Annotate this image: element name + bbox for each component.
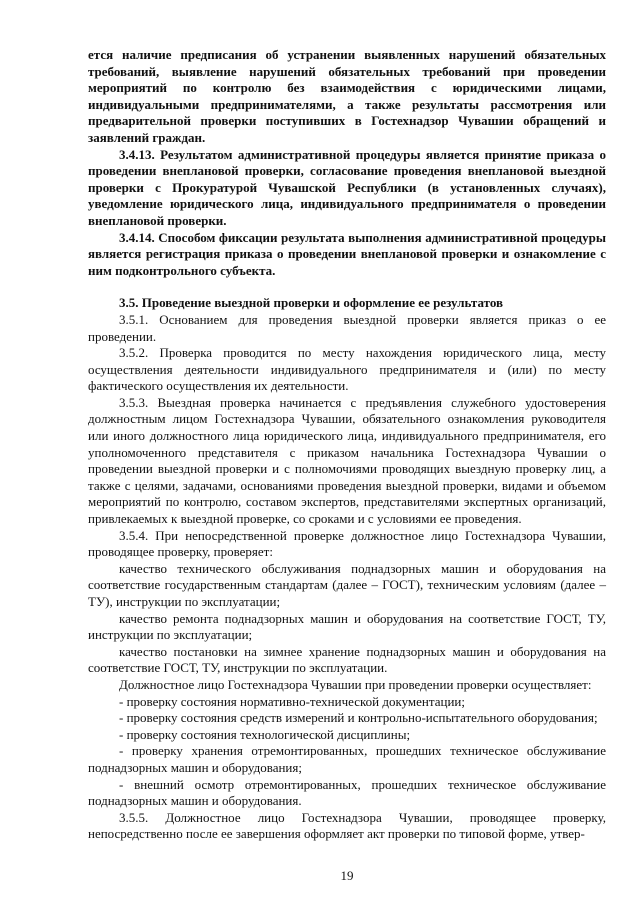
list-item-storage-check: - проверку хранения отремонтированных, прошедших техническое обслуживание поднадзорных машин и оборудования; [88, 743, 606, 775]
paragraph-3-5-2: 3.5.2. Проверка проводится по месту нахождения юридического лица, месту осуществления деятельности индивидуального предпринимателя и (или) по месту фактического осуществления их деятельности. [88, 345, 606, 394]
paragraph-winter-storage: качество постановки на зимнее хранение поднадзорных машин и оборудования на соответствие ГОСТ, ТУ, инструкции по эксплуатации. [88, 643, 606, 676]
list-item-measuring-tools: - проверку состояния средств измерений и контрольно-испытательного оборудования; [119, 710, 598, 726]
list-item-documentation: - проверку состояния нормативно-технической документации; [119, 693, 465, 709]
section-heading-3-5: 3.5. Проведение выездной проверки и оформление ее результатов [119, 295, 504, 311]
paragraph-3-5-1: 3.5.1. Основанием для проведения выездной проверки является приказ о ее проведении. [88, 311, 606, 344]
paragraph-3-5-4: 3.5.4. При непосредственной проверке должностное лицо Гостехнадзора Чувашии, проводящее проверку, проверяет: [88, 527, 606, 560]
list-item-external-inspection: - внешний осмотр отремонтированных, прошедших техническое обслуживание поднадзорных машин и оборудования. [88, 776, 606, 809]
list-item-technological-discipline: - проверку состояния технологической дисциплины; [119, 726, 411, 742]
paragraph-official-performs: Должностное лицо Гостехнадзора Чувашии при проведении проверки осуществляет: [119, 676, 592, 692]
section-spacer [88, 279, 606, 295]
paragraph-maintenance-quality: качество технического обслуживания поднадзорных машин и оборудования на соответствие государственным стандартам (далее – ГОСТ), техническим условиям (далее – ТУ), инструкции по эксплуатации; [88, 560, 606, 609]
document-page [88, 47, 606, 893]
paragraph-3-4-14: 3.4.14. Способом фиксации результата выполнения административной процедуры является регистрация приказа о проведении внеплановой проверки и ознакомление с ним подконтрольного субъекта. [88, 229, 606, 278]
paragraph-intro-continuation: ется наличие предписания об устранении выявленных нарушений обязательных требований, выявление нарушений обязательных требований при проведении мероприятий по контролю без взаимодействия с юридическими лицами, индивидуальными предпринимателями, а также результаты рассмотрения или предварительной проверки поступивших в Гостехнадзор Чувашии обращений и заявлений граждан. [88, 47, 606, 145]
paragraph-3-5-3: 3.5.3. Выездная проверка начинается с предъявления служебного удостоверения должностным лицом Гостехнадзора Чувашии, обязательного ознакомления руководителя или иного должностного лица юридического лица, индивидуального предпринимателя, его уполномоченного представителя с приказом начальника Гостехнадзора Чувашии о проведении выездной проверки и с полномочиями проводящих выездную проверку лиц, а также с целями, задачами, основаниями проведения выездной проверки, видами и объемом мероприятий по контролю, составом экспертов, представителями экспертных организаций, привлекаемых к выездной проверке, со сроками и с условиями ее проведения. [88, 394, 606, 527]
paragraph-3-4-13: 3.4.13. Результатом административной процедуры является принятие приказа о проведении внеплановой проверки, согласование проведения внеплановой выездной проверки с Прокуратурой Чувашской Республики (в установленных случаях), уведомление юридического лица, индивидуального предпринимателя о проведении внеплановой проверки. [88, 146, 606, 228]
page-number: 19 [340, 868, 354, 883]
paragraph-3-5-5: 3.5.5. Должностное лицо Гостехнадзора Чувашии, проводящее проверку, непосредственно после ее завершения оформляет акт проверки по типовой форме, утвер- [88, 809, 606, 842]
paragraph-repair-quality: качество ремонта поднадзорных машин и оборудования на соответствие ГОСТ, ТУ, инструкции по эксплуатации; [88, 610, 606, 643]
